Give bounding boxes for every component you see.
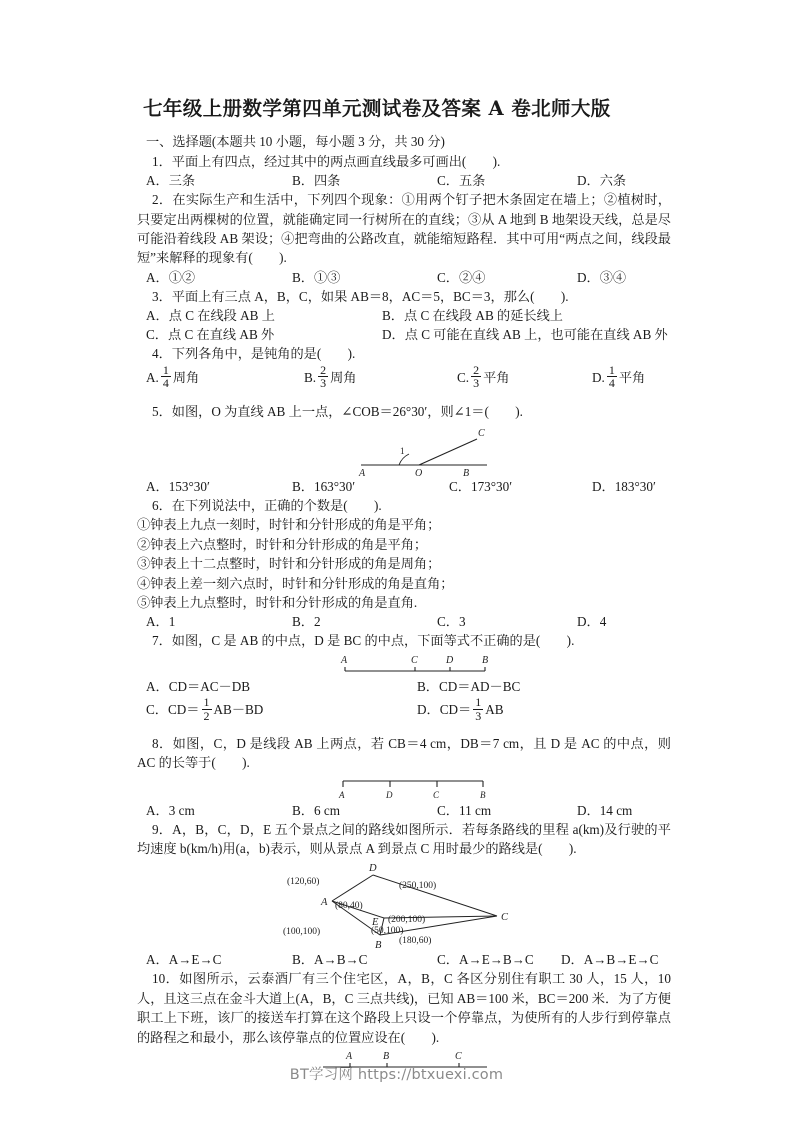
option-d[interactable]: D．14 cm [577,802,633,818]
question-9-options [137,950,671,969]
label-b: B [482,654,489,666]
question-2-stem: 2．在实际生产和生活中，下列四个现象：①用两个钉子把木条固定在墙上；②植树时，只要定出两棵树的位置，就能确定同一行树所在的直线；③从 A 地到 B 地架设天线，总是尽可能沿着线段 AB 架设；④把弯曲的公路改直，就能缩短路程．其中可用“两点之间，线段最短”来解释的现象有( ). [137,192,671,266]
label-c: C [478,428,485,439]
option-c-prefix: C．CD＝ [146,701,200,717]
segment-adcb-diagram [137,773,671,801]
label-c: C [411,654,418,666]
option-a[interactable]: A．1 [146,614,176,630]
option-c[interactable]: C．A→E→B→C [437,952,534,968]
option-b-label: B. [304,369,317,385]
option-d-prefix: D．CD＝ [417,701,472,717]
option-d[interactable]: D．4 [577,614,607,630]
site-footer: BT学习网 https://btxuexi.com [289,1067,504,1083]
edge-label-bc: (180,60) [399,936,432,947]
question-6-stem: 6．在下列说法中，正确的个数是( ). [152,498,382,513]
option-a[interactable] [146,364,199,390]
route-network-diagram [137,858,671,950]
question-5-figure [137,421,671,477]
question-5-stem: 5．如图，O 为直线 AB 上一点，∠COB＝26°30′，则∠1＝( ). [152,403,523,419]
question-9-stem: 9．A，B，C，D，E 五个景点之间的路线如图所示．若每条路线的里程 a(km)及行驶的平均速度 b(km/h)用(a，b)表示，则从景点 A 到景点 C 用时最少的路线是( ). [137,821,671,857]
option-a[interactable]: A．点 C 在线段 AB 上 [146,308,275,324]
option-c[interactable] [146,696,263,722]
option-b[interactable] [304,364,356,390]
option-d[interactable]: D．A→B→E→C [561,952,659,968]
node-a: A [321,897,328,909]
edge-label-ab: (100,100) [283,927,321,938]
label-a: A [359,468,366,477]
question-7-options-row2 [137,696,671,734]
fraction: $\frac{1}{4}$ [162,362,169,391]
document-content [137,96,671,1077]
edge-label-ae: (80,40) [335,901,363,912]
label-angle-1: 1 [400,446,405,456]
edge-label-eb: (50,100) [371,926,404,937]
option-c-label: C. [457,369,470,385]
question-10-stem: 10．如图所示，云泰酒厂有三个住宅区，A，B，C 各区分别住有职工 30 人，15 人，10 人，且这三点在金斗大道上(A，B，C 三点共线)，已知 AB＝100 米，BC＝200 米．为了方便职工上下班，该厂的接送车打算在这个路段上只设一个停靠点，为使所有的人步行到停靠点的路程之和最小，那么该停靠点的位置应设在( ). [137,971,671,1045]
question-7-options-row1 [137,677,671,696]
angle-on-line-diagram [137,421,671,477]
option-c[interactable]: C．五条 [437,173,486,189]
option-c[interactable]: C．173°30′ [449,479,513,494]
label-o: O [415,468,423,477]
option-a-label: A. [146,369,159,385]
node-d: D [369,863,377,875]
question-6-statement-3: ③钟表上十二点整时，时针和分针形成的角是周角； [137,556,441,572]
option-a[interactable]: A．153°30′ [146,479,210,494]
question-2-options [137,268,671,287]
option-c[interactable]: C．3 [437,614,466,630]
option-a[interactable]: A．CD＝AC－DB [146,678,251,694]
label-b: B [463,468,470,477]
option-c-unit: 平角 [483,369,510,385]
option-c[interactable]: C．点 C 在直线 AB 外 [146,327,275,343]
option-b[interactable]: B．163°30′ [292,479,356,494]
option-b[interactable]: B．2 [292,614,321,630]
label-c: C [455,1051,462,1063]
question-3-options-row1 [137,306,671,325]
question-8-stem: 8．如图，C，D 是线段 AB 上两点，若 CB＝4 cm，DB＝7 cm，且 D 是 AC 的中点，则 AC 的长等于( ). [137,735,671,771]
question-6-options [137,612,671,631]
option-d[interactable] [417,696,504,722]
question-6-statement-2: ②钟表上六点整时，时针和分针形成的角是平角； [137,536,428,552]
option-a[interactable]: A．①② [146,269,196,285]
node-c: C [501,912,509,924]
question-1-options [137,171,671,190]
option-d-unit: 平角 [618,369,646,385]
question-7-figure [137,651,671,677]
question-3-stem: 3．平面上有三点 A，B，C，如果 AB＝8，AC＝5，BC＝3，那么( ). [152,288,569,304]
node-e: E [372,917,379,929]
question-6-statement-4: ④钟表上差一刻六点时，时针和分针形成的角是直角； [137,575,454,591]
question-1-stem: 1．平面上有四点，经过其中的两点画直线最多可画出( ). [152,153,501,169]
question-8-options [137,801,671,820]
option-d[interactable]: D．③④ [577,269,627,285]
question-7-stem: 7．如图，C 是 AB 的中点，D 是 BC 的中点，下面等式不正确的是( ). [152,633,575,649]
edge-label-ec: (200,100) [388,915,426,926]
question-3-options-row2 [137,325,671,344]
option-d[interactable]: D．点 C 可能在直线 AB 上，也可能在直线 AB 外 [382,327,668,343]
option-a[interactable]: A．3 cm [146,802,195,818]
question-5-options [137,477,671,496]
option-b-unit: 周角 [330,369,357,385]
option-b[interactable]: B．四条 [292,173,341,189]
fraction: $\frac{1}{4}$ [608,362,615,391]
label-d: D [446,654,454,666]
option-c[interactable]: C．11 cm [437,802,492,818]
label-c: C [433,789,440,800]
option-b[interactable]: B．点 C 在线段 AB 的延长线上 [382,308,563,324]
option-a[interactable]: A．三条 [146,173,196,189]
label-a: A [341,654,348,666]
label-b: B [383,1051,390,1063]
option-c[interactable]: C．②④ [437,269,486,285]
question-6-statement-1: ①钟表上九点一刻时，时针和分针形成的角是平角； [137,517,441,533]
option-b[interactable]: B．6 cm [292,802,340,818]
fraction: $\frac{2}{3}$ [473,362,480,391]
question-8-figure [137,773,671,801]
question-6-statement-5: ⑤钟表上九点整时，时针和分针形成的角是直角. [137,595,418,611]
fraction: $\frac{1}{3}$ [475,694,482,723]
option-a-unit: 周角 [172,369,200,385]
section-heading: 一、选择题(本题共 10 小题，每小题 3 分，共 30 分) [146,134,445,150]
option-c-suffix: AB－BD [213,701,264,717]
option-d-suffix: AB [485,701,504,717]
fraction: $\frac{1}{2}$ [203,694,210,723]
label-a: A [346,1051,353,1063]
option-a[interactable]: A．A→E→C [146,952,222,968]
label-d: D [386,789,393,800]
label-a: A [339,789,345,800]
option-d[interactable] [592,364,645,390]
question-9-figure [137,858,671,950]
option-b[interactable]: B．CD＝AD－BC [417,678,521,694]
node-b: B [375,940,382,951]
question-4-options [137,364,671,402]
page-title: 七年级上册数学第四单元测试卷及答案 A 卷北师大版 [143,97,611,120]
edge-label-dc: (250,100) [399,881,437,892]
question-4-stem: 4．下列各角中，是钝角的是( ). [152,346,356,362]
option-b[interactable]: B．①③ [292,269,341,285]
option-b[interactable]: B．A→B→C [292,952,368,968]
label-b: B [480,789,486,800]
option-c[interactable] [457,364,509,390]
option-d[interactable]: D．六条 [577,173,627,189]
option-d[interactable]: D．183°30′ [592,479,656,494]
segment-acdb-diagram [137,651,671,677]
option-d-label: D. [592,369,605,385]
fraction: $\frac{2}{3}$ [320,362,327,391]
edge-label-ad: (120,60) [287,877,320,888]
